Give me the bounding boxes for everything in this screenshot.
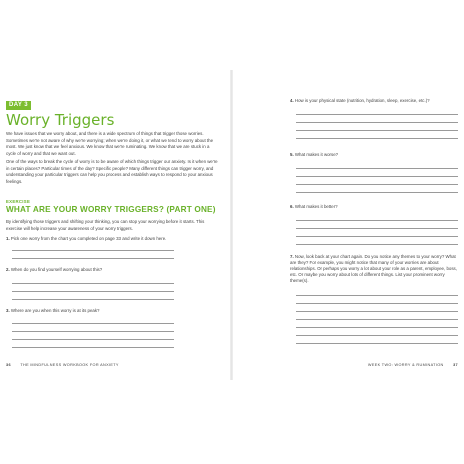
answer-line[interactable] xyxy=(296,176,458,177)
answer-line[interactable] xyxy=(296,228,458,229)
answer-line[interactable] xyxy=(296,295,458,296)
answer-line[interactable] xyxy=(296,327,458,328)
answer-line[interactable] xyxy=(296,236,458,237)
answer-line[interactable] xyxy=(296,168,458,169)
answer-line[interactable] xyxy=(12,323,174,324)
question-number: 7. xyxy=(290,254,294,259)
answer-line[interactable] xyxy=(296,303,458,304)
footer-book-title: THE MINDFULNESS WORKBOOK FOR ANXIETY xyxy=(20,363,119,367)
question-text: Where are you when this worry is at its peak? xyxy=(10,308,100,313)
question-text: Pick one worry from the chart you completed on page 33 and write it down here. xyxy=(10,236,167,241)
right-page xyxy=(232,0,464,464)
answer-line[interactable] xyxy=(296,184,458,185)
answer-line[interactable] xyxy=(12,250,174,251)
answer-line[interactable] xyxy=(12,291,174,292)
question-2 xyxy=(6,267,220,273)
day-badge: DAY 3 xyxy=(6,101,31,110)
question-number: 4. xyxy=(290,98,294,103)
question-text: What makes it worse? xyxy=(294,152,339,157)
footer-section-title: WEEK TWO: WORRY & RUMINATION xyxy=(367,363,444,367)
answer-line[interactable] xyxy=(296,311,458,312)
answer-line[interactable] xyxy=(12,339,174,340)
answer-line[interactable] xyxy=(12,347,174,348)
answer-line[interactable] xyxy=(296,335,458,336)
answer-line[interactable] xyxy=(296,244,458,245)
question-text: How is your physical state (nutrition, hydration, sleep, exercise, etc.)? xyxy=(294,98,430,103)
answer-line[interactable] xyxy=(296,130,458,131)
answer-line[interactable] xyxy=(296,138,458,139)
question-number: 5. xyxy=(290,152,294,157)
question-text: Now, look back at your chart again. Do you notice any themes to your worry? What are they? For example, you might notice that many of your worries are about relationships. Or perhaps you worry a lot about your role as a parent, employee, boss, etc. Or maybe you worry about lots of different things. List your prominent worry theme(s). xyxy=(290,254,457,283)
question-number: 2. xyxy=(6,267,10,272)
answer-line[interactable] xyxy=(296,114,458,115)
page-number: 36 xyxy=(6,363,11,367)
exercise-title: WHAT ARE YOUR WORRY TRIGGERS? (PART ONE) xyxy=(6,205,216,214)
page-number: 37 xyxy=(453,363,458,367)
answer-line[interactable] xyxy=(296,343,458,344)
question-1 xyxy=(6,236,220,242)
answer-line[interactable] xyxy=(12,299,174,300)
right-footer xyxy=(368,363,458,367)
question-text: What makes it better? xyxy=(294,204,338,209)
question-7 xyxy=(290,254,458,284)
answer-line[interactable] xyxy=(12,258,174,259)
question-text: When do you find yourself worrying about this? xyxy=(10,267,103,272)
question-4 xyxy=(290,98,458,104)
question-3 xyxy=(6,308,220,314)
question-6 xyxy=(290,204,458,210)
question-5 xyxy=(290,152,458,158)
question-number: 6. xyxy=(290,204,294,209)
answer-line[interactable] xyxy=(296,122,458,123)
answer-line[interactable] xyxy=(12,331,174,332)
intro-paragraph-2: One of the ways to break the cycle of worry is to be aware of which things trigger our anxiety. Is it when we're in certain places? Particular times of the day? Specific people? Many different things can trigger worry, and understanding your particular triggers can help you process and establish ways to respond to your anxious feelings. xyxy=(6,159,218,185)
exercise-label: EXERCISE xyxy=(6,199,31,204)
exercise-intro: By identifying those triggers and shifting your thinking, you can stop your worrying before it starts. This exercise will help increase your awareness of your worry triggers. xyxy=(6,219,205,231)
intro-paragraph-1: We have issues that we worry about, and there is a wide spectrum of things that trigger those worries. Sometimes we're not aware of why we're worrying; when we're doing it, or what we tend to worry about the most. We just know that we feel anxious. We know that we're ruminating. We know that we are stuck in a cycle of worry and that we want out. xyxy=(6,131,214,157)
question-number: 1. xyxy=(6,236,10,241)
answer-line[interactable] xyxy=(296,220,458,221)
left-footer xyxy=(6,363,119,367)
question-number: 3. xyxy=(6,308,10,313)
answer-line[interactable] xyxy=(296,192,458,193)
page-title: Worry Triggers xyxy=(6,111,115,129)
answer-line[interactable] xyxy=(296,319,458,320)
answer-line[interactable] xyxy=(12,283,174,284)
